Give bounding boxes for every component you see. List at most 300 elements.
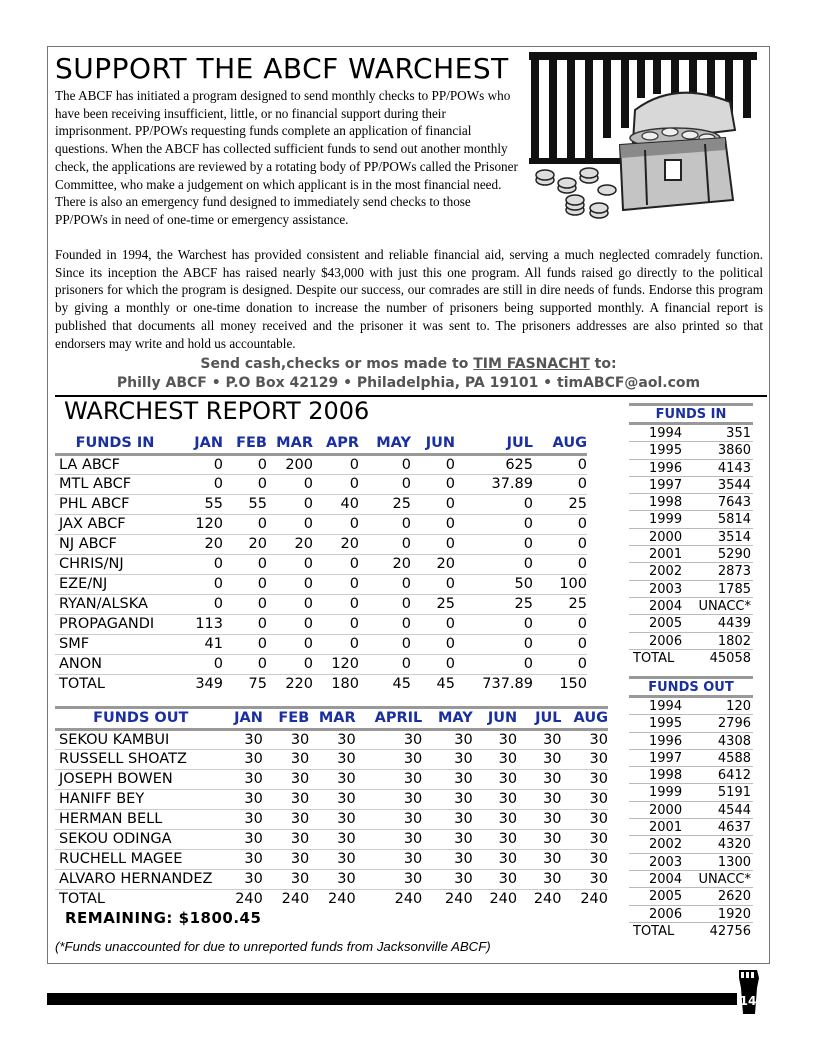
- row-label: HANIFF BEY: [55, 789, 227, 809]
- year-label: 2000: [649, 529, 683, 545]
- table-row: [55, 849, 608, 869]
- row-label: PROPAGANDI: [55, 614, 175, 634]
- row-label: TOTAL: [59, 676, 105, 693]
- column-header-month: APRIL: [374, 710, 423, 727]
- yearly-funds-in-title: FUNDS IN: [629, 403, 753, 425]
- cell-value: 30: [422, 729, 472, 749]
- cell-value: 75: [248, 676, 267, 693]
- cell-value: 0: [313, 454, 359, 474]
- yearly-funds-out-title: FUNDS OUT: [629, 676, 753, 698]
- yearly-funds-in-total: [629, 650, 753, 667]
- year-label: 2001: [649, 820, 683, 836]
- cell-value: 30: [356, 749, 423, 769]
- cell-value: 0: [533, 654, 587, 674]
- year-row: [629, 836, 753, 853]
- table-row: [55, 494, 587, 514]
- year-amount: 7643: [717, 495, 751, 511]
- cell-value: 30: [422, 829, 472, 849]
- cell-value: 45: [436, 676, 455, 693]
- year-amount: UNACC*: [698, 871, 751, 887]
- cell-value: 30: [356, 809, 423, 829]
- cell-value: 30: [263, 849, 309, 869]
- cell-value: 30: [309, 849, 355, 869]
- contact-suffix: to:: [589, 356, 617, 372]
- cell-value: 25: [533, 494, 587, 514]
- table-row: [55, 749, 608, 769]
- year-row: [629, 529, 753, 546]
- footnote: (*Funds unaccounted for due to unreported funds from Jacksonville ABCF): [55, 939, 491, 954]
- cell-value: 0: [359, 514, 411, 534]
- cell-value: 0: [359, 594, 411, 614]
- cell-value: 30: [356, 769, 423, 789]
- year-label: 2005: [649, 616, 683, 632]
- contact-payee: TIM FASNACHT: [473, 356, 590, 372]
- report-title: WARCHEST REPORT 2006: [64, 397, 370, 425]
- cell-value: 30: [263, 789, 309, 809]
- yearly-funds-in-box: [629, 403, 753, 667]
- cell-value: 30: [562, 809, 608, 829]
- table-row: [55, 574, 587, 594]
- cell-value: 30: [562, 869, 608, 889]
- contact-line-1: [47, 356, 770, 372]
- cell-value: 0: [267, 514, 313, 534]
- year-label: 1999: [649, 785, 683, 801]
- cell-value: 0: [175, 454, 223, 474]
- year-row: [629, 906, 753, 923]
- cell-value: 0: [223, 514, 267, 534]
- year-amount: 3860: [717, 443, 751, 459]
- cell-value: 30: [309, 789, 355, 809]
- cell-value: 0: [411, 634, 455, 654]
- row-label: RYAN/ALSKA: [55, 594, 175, 614]
- column-header-month: JAN: [194, 435, 223, 452]
- table-row: [55, 729, 608, 749]
- row-label: SEKOU KAMBUI: [55, 729, 227, 749]
- year-label: 1999: [649, 512, 683, 528]
- year-row: [629, 854, 753, 871]
- cell-value: 0: [533, 554, 587, 574]
- cell-value: 30: [422, 769, 472, 789]
- column-header-month: AUG: [573, 710, 608, 727]
- cell-value: 45: [392, 676, 411, 693]
- year-amount: 1802: [717, 633, 751, 649]
- year-label: 2000: [649, 802, 683, 818]
- year-amount: 5290: [717, 547, 751, 563]
- cell-value: 20: [411, 554, 455, 574]
- column-header-month: MAR: [276, 435, 313, 452]
- year-amount: 2620: [717, 889, 751, 905]
- cell-value: 0: [175, 574, 223, 594]
- cell-value: 0: [313, 574, 359, 594]
- year-row: [629, 511, 753, 528]
- yearly-funds-out-total: [629, 923, 753, 940]
- cell-value: 20: [359, 554, 411, 574]
- table-row: [55, 634, 587, 654]
- cell-value: 30: [473, 869, 517, 889]
- row-label: ALVARO HERNANDEZ: [55, 869, 227, 889]
- cell-value: 100: [533, 574, 587, 594]
- year-row: [629, 563, 753, 580]
- cell-value: 240: [235, 891, 263, 908]
- cell-value: 240: [281, 891, 310, 908]
- column-header-month: MAR: [318, 710, 356, 727]
- cell-value: 0: [267, 634, 313, 654]
- year-amount: 5814: [717, 512, 751, 528]
- cell-value: 30: [309, 829, 355, 849]
- year-amount: 4544: [717, 802, 751, 818]
- row-label: SEKOU ODINGA: [55, 829, 227, 849]
- cell-value: 180: [331, 676, 359, 693]
- cell-value: 0: [313, 634, 359, 654]
- cell-value: 25: [411, 594, 455, 614]
- year-row: [629, 784, 753, 801]
- row-label: PHL ABCF: [55, 494, 175, 514]
- cell-value: 30: [227, 869, 263, 889]
- cell-value: 0: [411, 474, 455, 494]
- page-title: SUPPORT THE ABCF WARCHEST: [55, 52, 509, 85]
- year-row: [629, 442, 753, 459]
- column-header-label: FUNDS IN: [75, 435, 155, 452]
- cell-value: 0: [223, 574, 267, 594]
- cell-value: 30: [227, 849, 263, 869]
- cell-value: 30: [422, 849, 472, 869]
- intro-paragraph-1: The ABCF has initiated a program designed to send monthly checks to PP/POWs who have been receiving insufficient, little, or no financial support during their imprisonment. PP/POWs requesting funds complete an application of financial questions. When the ABCF has collected sufficient funds to send out another monthly check, the applications are reviewed by a rotating body of PP/POWs called the Prisoner Committee, who make a judgement on which applicant is in the most financial need. There is also an emergency fund designed to immediately send checks to those PP/POWs in need of one-time or emergency assistance.: [55, 88, 518, 227]
- cell-value: 0: [175, 654, 223, 674]
- contact-line-2: Philly ABCF • P.O Box 42129 • Philadelphia, PA 19101 • timABCF@aol.com: [116, 375, 701, 391]
- cell-value: 30: [473, 809, 517, 829]
- cell-value: 113: [175, 614, 223, 634]
- cell-value: 30: [422, 749, 472, 769]
- cell-value: 30: [356, 829, 423, 849]
- year-label: 1994: [649, 699, 683, 714]
- cell-value: 150: [559, 676, 587, 693]
- cell-value: 240: [394, 891, 423, 908]
- cell-value: 30: [263, 869, 309, 889]
- total-value: 42756: [709, 923, 751, 939]
- cell-value: 0: [533, 534, 587, 554]
- cell-value: 625: [455, 454, 533, 474]
- year-amount: 1785: [717, 581, 751, 597]
- cell-value: 120: [175, 514, 223, 534]
- cell-value: 240: [445, 891, 473, 908]
- cell-value: 30: [473, 849, 517, 869]
- year-label: 1997: [649, 477, 683, 493]
- cell-value: 0: [455, 494, 533, 514]
- cell-value: 30: [473, 769, 517, 789]
- year-row: [629, 888, 753, 905]
- year-row: [629, 477, 753, 494]
- year-amount: 1920: [717, 906, 751, 922]
- cell-value: 0: [359, 534, 411, 554]
- remaining-balance: REMAINING: $1800.45: [65, 909, 262, 927]
- column-header-month: JUL: [535, 710, 562, 727]
- row-label: MTL ABCF: [55, 474, 175, 494]
- year-row: [629, 698, 753, 715]
- column-header-month: MAY: [437, 710, 473, 727]
- year-amount: 4439: [717, 616, 751, 632]
- year-row: [629, 460, 753, 477]
- cell-value: 30: [227, 729, 263, 749]
- year-amount: 1300: [717, 854, 751, 870]
- year-row: [629, 733, 753, 750]
- row-label: JOSEPH BOWEN: [55, 769, 227, 789]
- cell-value: 25: [455, 594, 533, 614]
- year-label: 2005: [649, 889, 683, 905]
- cell-value: 0: [267, 554, 313, 574]
- contact-prefix: Send cash,checks or mos made to: [200, 356, 474, 372]
- intro-paragraph-2: Founded in 1994, the Warchest has provided consistent and reliable financial aid, serving a much neglected comradely function. Since its inception the ABCF has raised nearly $43,000 with just this one program. All funds raised go directly to the political prisoners for which the program is designed. Despite our success, our comrades are still in dire needs of funds. Endorse this program by giving a monthly or one-time donation to increase the number of prisoners being supported monthly. A financial report is published that documents all money received and the prisoner it was sent to. The prisoners addresses are also printed so that endorsers may write and hold us accountable.: [55, 247, 763, 351]
- cell-value: 0: [175, 594, 223, 614]
- year-amount: 6412: [717, 768, 751, 784]
- row-label: HERMAN BELL: [55, 809, 227, 829]
- table-row: [55, 474, 587, 494]
- cell-value: 20: [175, 534, 223, 554]
- cell-value: 0: [359, 614, 411, 634]
- cell-value: 0: [411, 574, 455, 594]
- year-row: [629, 819, 753, 836]
- year-label: 1996: [649, 733, 683, 749]
- column-header-month: FEB: [236, 435, 267, 452]
- raised-fist-icon: [735, 968, 763, 1016]
- column-header-month: JUL: [506, 435, 533, 452]
- cell-value: 0: [533, 614, 587, 634]
- table-row: [55, 514, 587, 534]
- cell-value: 25: [533, 594, 587, 614]
- row-label: NJ ABCF: [55, 534, 175, 554]
- year-row: [629, 871, 753, 888]
- year-amount: 4637: [717, 820, 751, 836]
- cell-value: 30: [422, 869, 472, 889]
- cell-value: 30: [227, 789, 263, 809]
- cell-value: 30: [356, 789, 423, 809]
- year-amount: 4308: [717, 733, 751, 749]
- year-label: 2004: [649, 598, 683, 614]
- row-label: JAX ABCF: [55, 514, 175, 534]
- cell-value: 0: [455, 534, 533, 554]
- cell-value: 30: [309, 869, 355, 889]
- cell-value: 30: [517, 829, 561, 849]
- cell-value: 30: [517, 729, 561, 749]
- cell-value: 30: [517, 869, 561, 889]
- cell-value: 0: [533, 634, 587, 654]
- table-row: [55, 809, 608, 829]
- cell-value: 30: [562, 729, 608, 749]
- cell-value: 200: [267, 454, 313, 474]
- year-label: 1997: [649, 750, 683, 766]
- cell-value: 0: [411, 614, 455, 634]
- cell-value: 0: [533, 454, 587, 474]
- cell-value: 55: [223, 494, 267, 514]
- year-label: 2003: [649, 581, 683, 597]
- cell-value: 0: [411, 494, 455, 514]
- cell-value: 0: [359, 634, 411, 654]
- cell-value: 0: [223, 474, 267, 494]
- row-label: LA ABCF: [55, 454, 175, 474]
- treasure-chest-illustration: [525, 50, 765, 238]
- table-row: [55, 789, 608, 809]
- cell-value: 30: [263, 769, 309, 789]
- cell-value: 30: [263, 729, 309, 749]
- year-label: 1996: [649, 460, 683, 476]
- table-row: [55, 534, 587, 554]
- cell-value: 0: [533, 474, 587, 494]
- year-label: 2003: [649, 854, 683, 870]
- cell-value: 0: [411, 454, 455, 474]
- cell-value: 240: [328, 891, 356, 908]
- year-row: [629, 494, 753, 511]
- year-amount: 2796: [717, 716, 751, 732]
- total-row: [55, 674, 587, 694]
- year-label: 2004: [649, 871, 683, 887]
- cell-value: 0: [223, 634, 267, 654]
- column-header-month: AUG: [552, 435, 587, 452]
- year-row: [629, 715, 753, 732]
- cell-value: 0: [267, 494, 313, 514]
- column-header-month: MAY: [376, 435, 411, 452]
- yearly-funds-out-box: [629, 676, 753, 940]
- year-label: 1995: [649, 716, 683, 732]
- cell-value: 0: [411, 654, 455, 674]
- cell-value: 0: [313, 514, 359, 534]
- year-label: 2002: [649, 837, 683, 853]
- row-label: SMF: [55, 634, 175, 654]
- column-header-month: JUN: [487, 710, 518, 727]
- cell-value: 240: [533, 891, 562, 908]
- year-label: 2006: [649, 906, 683, 922]
- cell-value: 30: [517, 849, 561, 869]
- cell-value: 25: [359, 494, 411, 514]
- cell-value: 0: [267, 594, 313, 614]
- column-header-month: JUN: [425, 435, 455, 452]
- cell-value: 30: [517, 749, 561, 769]
- total-label: TOTAL: [633, 923, 675, 939]
- year-row: [629, 633, 753, 650]
- cell-value: 0: [455, 654, 533, 674]
- cell-value: 0: [359, 654, 411, 674]
- column-header-month: APR: [325, 435, 359, 452]
- footer-bar: [47, 993, 737, 1005]
- funds-out-table: [55, 706, 608, 909]
- year-label: 2001: [649, 547, 683, 563]
- total-label: TOTAL: [633, 650, 675, 666]
- cell-value: 20: [267, 534, 313, 554]
- cell-value: 0: [223, 554, 267, 574]
- year-amount: 3544: [717, 477, 751, 493]
- year-row: [629, 615, 753, 632]
- cell-value: 0: [313, 594, 359, 614]
- cell-value: 0: [455, 614, 533, 634]
- column-header-label: FUNDS OUT: [93, 710, 189, 727]
- table-row: [55, 769, 608, 789]
- year-row: [629, 750, 753, 767]
- table-row: [55, 554, 587, 574]
- cell-value: 0: [411, 514, 455, 534]
- cell-value: 30: [309, 809, 355, 829]
- cell-value: 30: [309, 729, 355, 749]
- table-row: [55, 454, 587, 474]
- cell-value: 0: [175, 474, 223, 494]
- cell-value: 30: [227, 829, 263, 849]
- cell-value: 50: [455, 574, 533, 594]
- year-amount: 4320: [717, 837, 751, 853]
- table-row: [55, 829, 608, 849]
- table-row: [55, 654, 587, 674]
- total-value: 45058: [709, 650, 751, 666]
- cell-value: 0: [175, 554, 223, 574]
- row-label: RUSSELL SHOATZ: [55, 749, 227, 769]
- year-amount: 3514: [717, 529, 751, 545]
- cell-value: 30: [473, 789, 517, 809]
- table-row: [55, 614, 587, 634]
- page-number: 14: [739, 994, 757, 1008]
- year-label: 1995: [649, 443, 683, 459]
- row-label: CHRIS/NJ: [55, 554, 175, 574]
- year-amount: 2873: [717, 564, 751, 580]
- cell-value: 30: [356, 869, 423, 889]
- cell-value: 737.89: [482, 676, 533, 693]
- funds-in-table: [55, 434, 587, 694]
- row-label: TOTAL: [59, 891, 105, 908]
- cell-value: 30: [562, 849, 608, 869]
- cell-value: 0: [455, 514, 533, 534]
- cell-value: 30: [517, 809, 561, 829]
- cell-value: 0: [267, 654, 313, 674]
- cell-value: 30: [356, 849, 423, 869]
- cell-value: 0: [455, 634, 533, 654]
- year-amount: 4143: [717, 460, 751, 476]
- year-label: 1998: [649, 768, 683, 784]
- cell-value: 0: [359, 474, 411, 494]
- column-header-month: JAN: [234, 710, 263, 727]
- year-row: [629, 802, 753, 819]
- year-label: 1998: [649, 495, 683, 511]
- row-label: ANON: [55, 654, 175, 674]
- cell-value: 0: [359, 454, 411, 474]
- cell-value: 240: [580, 891, 608, 908]
- cell-value: 30: [422, 789, 472, 809]
- cell-value: 30: [309, 749, 355, 769]
- year-amount: UNACC*: [698, 598, 751, 614]
- cell-value: 30: [473, 829, 517, 849]
- column-header-month: FEB: [278, 710, 310, 727]
- cell-value: 120: [313, 654, 359, 674]
- cell-value: 20: [223, 534, 267, 554]
- total-row: [55, 889, 608, 909]
- cell-value: 0: [223, 654, 267, 674]
- row-label: EZE/NJ: [55, 574, 175, 594]
- cell-value: 30: [422, 809, 472, 829]
- cell-value: 30: [227, 749, 263, 769]
- cell-value: 0: [455, 554, 533, 574]
- cell-value: 30: [562, 829, 608, 849]
- cell-value: 30: [562, 749, 608, 769]
- cell-value: 0: [223, 454, 267, 474]
- cell-value: 55: [175, 494, 223, 514]
- row-label: RUCHELL MAGEE: [55, 849, 227, 869]
- cell-value: 30: [263, 829, 309, 849]
- cell-value: 30: [309, 769, 355, 789]
- cell-value: 0: [267, 574, 313, 594]
- year-amount: 351: [726, 426, 751, 441]
- cell-value: 0: [359, 574, 411, 594]
- cell-value: 30: [473, 729, 517, 749]
- cell-value: 220: [285, 676, 313, 693]
- year-row: [629, 581, 753, 598]
- cell-value: 0: [313, 474, 359, 494]
- cell-value: 30: [263, 749, 309, 769]
- table-row: [55, 869, 608, 889]
- cell-value: 0: [223, 614, 267, 634]
